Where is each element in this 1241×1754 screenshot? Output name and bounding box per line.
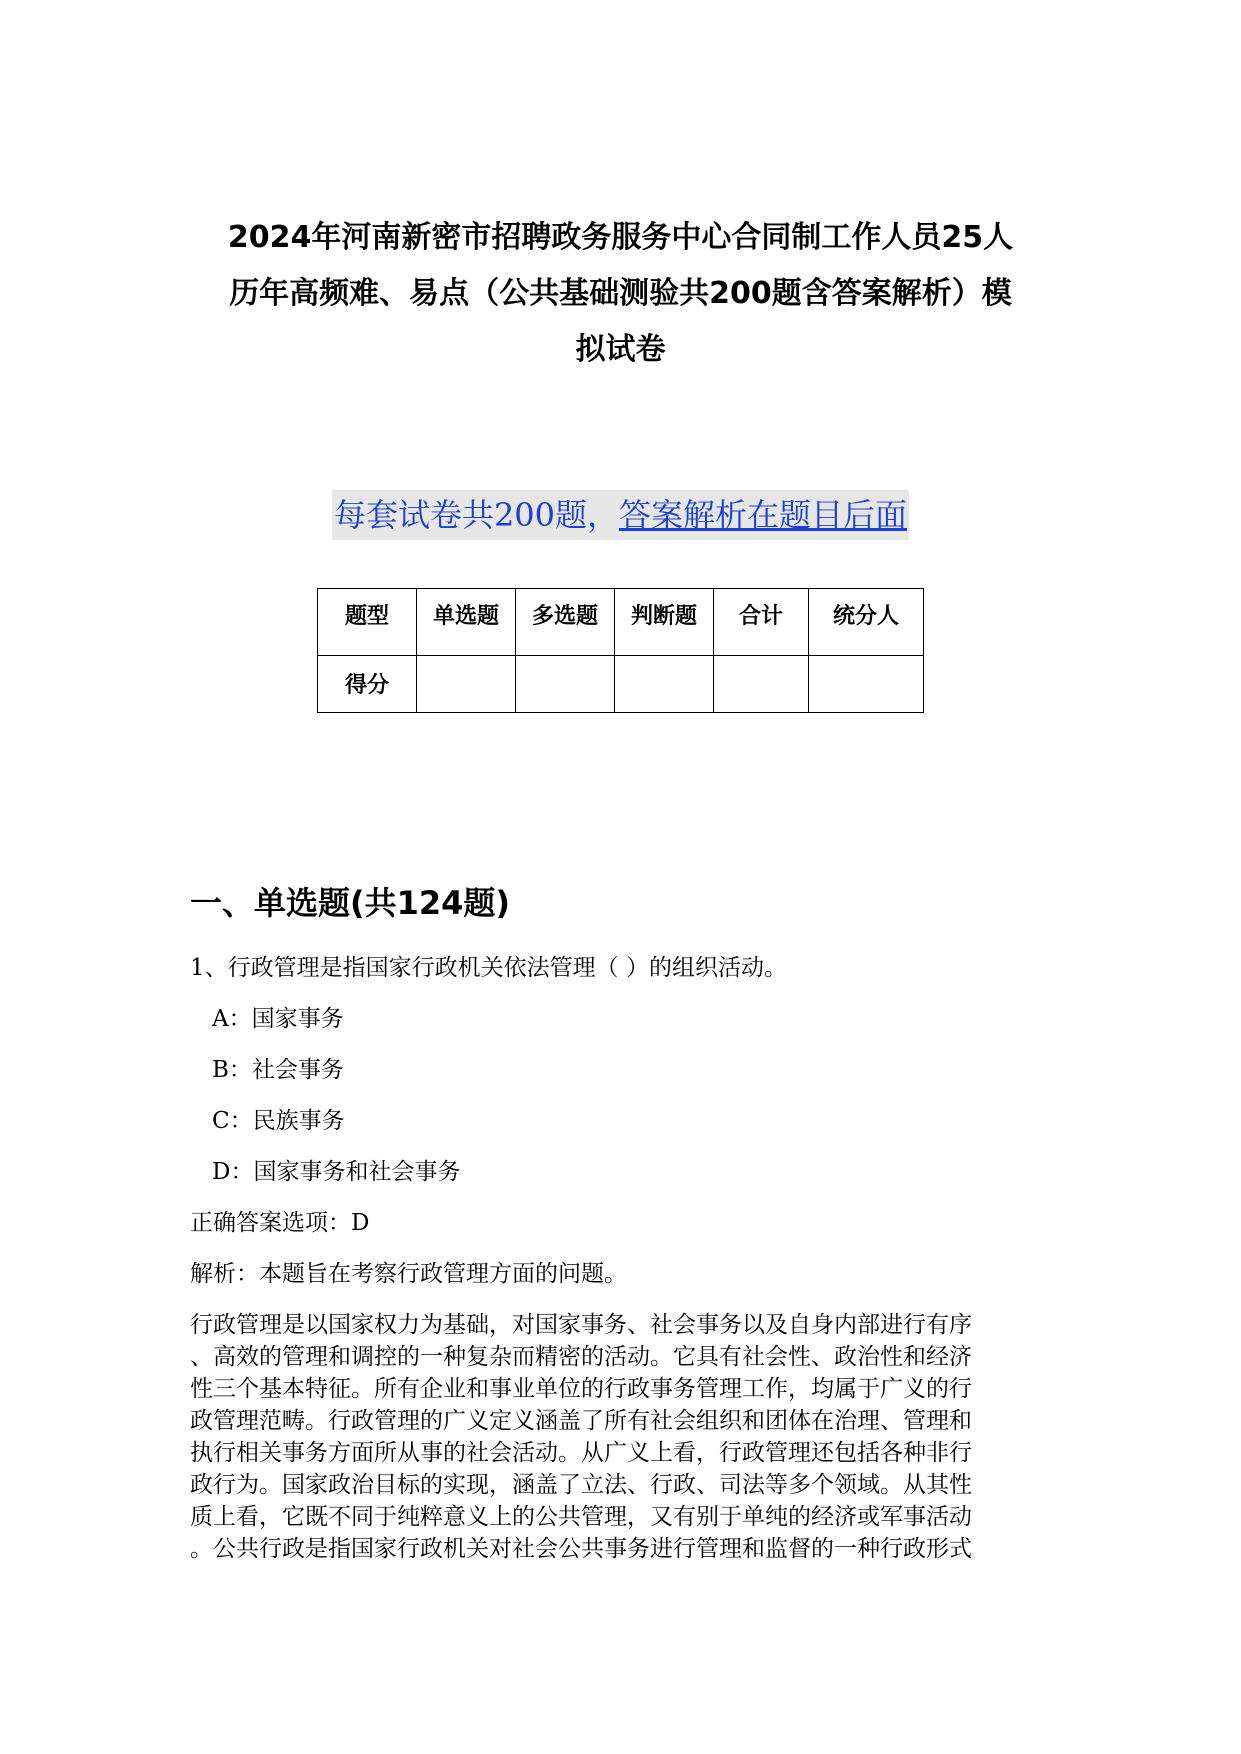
score-cell-judge[interactable]: [615, 656, 714, 713]
title-line-1: 2024年河南新密市招聘政务服务中心合同制工作人员25人: [227, 220, 1014, 255]
header-cell-total: 合计: [714, 589, 809, 656]
score-cell-multiple[interactable]: [516, 656, 615, 713]
score-cell-scorer[interactable]: [809, 656, 924, 713]
analysis-paragraph: [190, 1309, 1042, 1565]
question-stem: 1、行政管理是指国家行政机关依法管理（ ）的组织活动。: [190, 955, 787, 981]
notice-banner: [0, 490, 1241, 540]
section-heading: 一、单选题(共124题): [190, 884, 511, 922]
score-cell-total[interactable]: [714, 656, 809, 713]
option-b: B：社会事务: [212, 1057, 344, 1083]
analysis-line: 。公共行政是指国家行政机关对社会公共事务进行管理和监督的一种行政形式: [190, 1536, 972, 1562]
analysis-line: 政管理范畴。行政管理的广义定义涵盖了所有社会组织和团体在治理、管理和: [190, 1408, 972, 1434]
analysis-line: 执行相关事务方面所从事的社会活动。从广义上看，行政管理还包括各种非行: [190, 1440, 972, 1466]
score-table-score-row: [318, 656, 924, 713]
score-cell-single[interactable]: [417, 656, 516, 713]
header-cell-multiple: 多选题: [516, 589, 615, 656]
analysis-intro: 解析：本题旨在考察行政管理方面的问题。: [190, 1261, 627, 1287]
correct-answer: 正确答案选项：D: [190, 1210, 370, 1236]
header-cell-type: 题型: [318, 589, 417, 656]
option-d: D：国家事务和社会事务: [212, 1159, 461, 1185]
analysis-line: 、高效的管理和调控的一种复杂而精密的活动。它具有社会性、政治性和经济: [190, 1344, 972, 1370]
header-cell-scorer: 统分人: [809, 589, 924, 656]
analysis-line: 行政管理是以国家权力为基础，对国家事务、社会事务以及自身内部进行有序: [190, 1312, 972, 1338]
title-line-3: 拟试卷: [575, 332, 666, 367]
analysis-line: 性三个基本特征。所有企业和事业单位的行政事务管理工作，均属于广义的行: [190, 1376, 972, 1402]
notice-text: 每套试卷共200题，: [333, 496, 620, 534]
title-line-2: 历年高频难、易点（公共基础测验共200题含答案解析）模: [229, 276, 1012, 311]
notice-highlight: [332, 490, 909, 540]
option-a: A：国家事务: [212, 1006, 344, 1032]
option-c: C：民族事务: [212, 1108, 345, 1134]
row-label-score: 得分: [318, 656, 417, 713]
header-cell-judge: 判断题: [615, 589, 714, 656]
document-title: [180, 210, 1061, 378]
notice-link[interactable]: 答案解析在题目后面: [619, 496, 908, 534]
score-table: [317, 588, 924, 713]
analysis-line: 政行为。国家政治目标的实现，涵盖了立法、行政、司法等多个领域。从其性: [190, 1472, 972, 1498]
score-table-header-row: [318, 589, 924, 656]
header-cell-single: 单选题: [417, 589, 516, 656]
analysis-line: 质上看，它既不同于纯粹意义上的公共管理，又有别于单纯的经济或军事活动: [190, 1504, 972, 1530]
